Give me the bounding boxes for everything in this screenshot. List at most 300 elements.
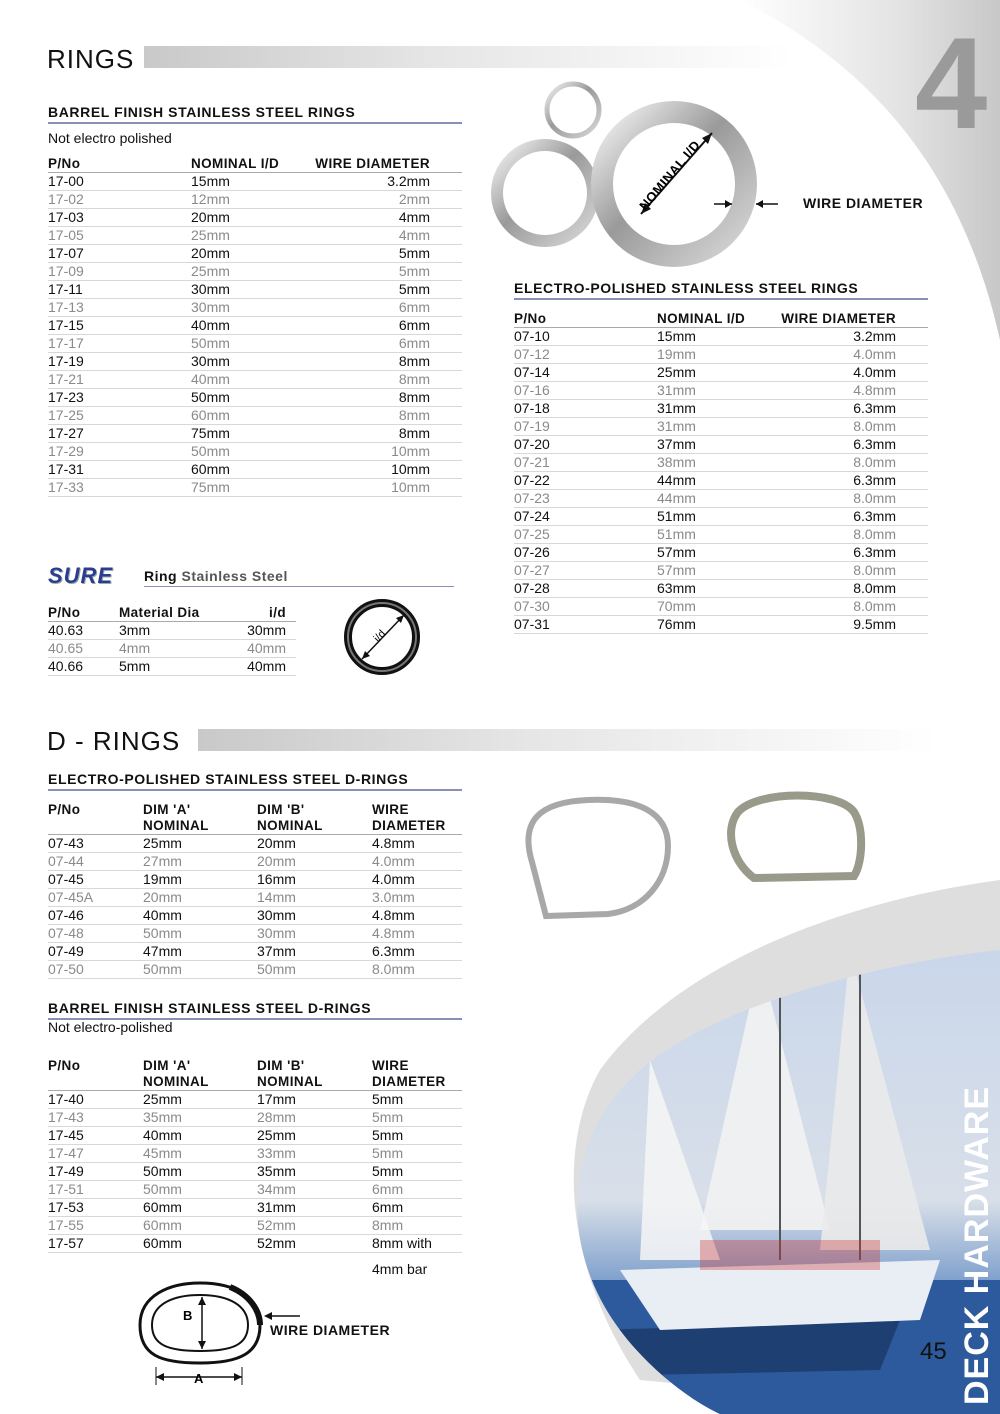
table-cell: 60mm (143, 1235, 257, 1253)
table-cell: 07-48 (48, 925, 143, 943)
table-cell: 57mm (657, 562, 767, 580)
table-row (48, 943, 462, 961)
large-ring-image (602, 112, 746, 256)
table-cell: 17-29 (48, 443, 191, 461)
col-header (48, 1058, 143, 1091)
table-cell: 4.0mm (372, 871, 462, 889)
table-cell: 6.3mm (767, 400, 928, 418)
table-header-row (48, 156, 462, 173)
medium-ring-image (497, 145, 593, 241)
table-cell: 25mm (657, 364, 767, 382)
table-row (514, 418, 928, 436)
col-header-line: DIM 'A' (143, 1058, 191, 1073)
table-cell: 8mm (301, 371, 462, 389)
table-cell: 8.0mm (767, 580, 928, 598)
table-cell: 17-21 (48, 371, 191, 389)
col-header (257, 802, 372, 835)
col-header: WIRE DIAMETER (301, 156, 462, 173)
table-cell: 10mm (301, 443, 462, 461)
table-row (514, 544, 928, 562)
table-row (514, 436, 928, 454)
table-cell: 07-28 (514, 580, 657, 598)
table-cell: 17mm (257, 1091, 372, 1109)
table-cell: 17-25 (48, 407, 191, 425)
table-row (514, 526, 928, 544)
table-cell: 4.8mm (767, 382, 928, 400)
table-row (48, 461, 462, 479)
table-cell: 20mm (143, 889, 257, 907)
table-row (48, 209, 462, 227)
table-cell: 6mm (301, 317, 462, 335)
table-cell: 51mm (657, 508, 767, 526)
dim-a-label: A (194, 1371, 204, 1385)
table-row (48, 1181, 462, 1199)
table-row (48, 335, 462, 353)
table-cell: 44mm (657, 472, 767, 490)
table-row (48, 227, 462, 245)
table-cell: 75mm (191, 479, 301, 497)
table-row (48, 622, 296, 640)
table-row (48, 1163, 462, 1181)
table-row (48, 299, 462, 317)
table-cell: 07-43 (48, 835, 143, 853)
table-cell: 17-31 (48, 461, 191, 479)
table-cell: 17-33 (48, 479, 191, 497)
table-cell: 07-19 (514, 418, 657, 436)
table-cell: 07-25 (514, 526, 657, 544)
table-cell: 4.8mm (372, 907, 462, 925)
large-dring-image (528, 800, 668, 916)
table-cell: 44mm (657, 490, 767, 508)
barrel-drings-title: BARREL FINISH STAINLESS STEEL D-RINGS (48, 1000, 462, 1020)
table-cell: 17-55 (48, 1217, 143, 1235)
table-cell: 6mm (301, 299, 462, 317)
table-cell: 4mm (301, 209, 462, 227)
table-cell: 8.0mm (372, 961, 462, 979)
table-cell: 40.66 (48, 658, 119, 676)
table-cell: 17-47 (48, 1145, 143, 1163)
col-header-line: DIAMETER (372, 818, 446, 833)
table-cell: 17-19 (48, 353, 191, 371)
wire-arrow-icon (262, 1309, 302, 1323)
table-cell: 30mm (191, 353, 301, 371)
table-cell: 40.63 (48, 622, 119, 640)
table-cell: 20mm (191, 245, 301, 263)
table-cell: 6mm (372, 1199, 462, 1217)
col-header-line: P/No (48, 1058, 81, 1073)
table-cell: 5mm (119, 658, 229, 676)
table-cell: 3.2mm (767, 328, 928, 346)
table-cell: 07-44 (48, 853, 143, 871)
table-cell: 17-51 (48, 1181, 143, 1199)
table-cell: 25mm (143, 835, 257, 853)
col-header-line (48, 818, 143, 834)
table-cell: 17-07 (48, 245, 191, 263)
table-cell: 14mm (257, 889, 372, 907)
col-header-line: NOMINAL (143, 1074, 209, 1089)
table-cell: 17-05 (48, 227, 191, 245)
col-header-line: DIAMETER (372, 1074, 446, 1089)
section-title-rings: RINGS (47, 44, 135, 74)
table-header-row (514, 311, 928, 328)
sure-ring-title-a: Ring (144, 568, 178, 584)
table-cell: 8mm (372, 1217, 462, 1235)
table-row (48, 961, 462, 979)
table-cell: 8.0mm (767, 526, 928, 544)
table-cell: 20mm (257, 835, 372, 853)
table-cell: 34mm (257, 1181, 372, 1199)
col-header (143, 1058, 257, 1091)
barrel-rings-title: BARREL FINISH STAINLESS STEEL RINGS (48, 104, 462, 124)
table-cell: 40mm (229, 640, 296, 658)
table-row (514, 364, 928, 382)
page-number: 45 (920, 1338, 947, 1365)
col-header: P/No (48, 605, 119, 622)
table-cell: 12mm (191, 191, 301, 209)
table-cell: 50mm (191, 443, 301, 461)
table-cell: 60mm (143, 1217, 257, 1235)
table-cell: 5mm (372, 1163, 462, 1181)
table-cell: 60mm (191, 407, 301, 425)
nominal-id-label: NOMINAL I/D (636, 137, 704, 213)
table-cell: 07-21 (514, 454, 657, 472)
table-row (514, 616, 928, 634)
table-cell: 07-24 (514, 508, 657, 526)
table-cell: 50mm (143, 1163, 257, 1181)
col-header: NOMINAL I/D (657, 311, 767, 328)
side-label: DECK HARDWARE (958, 1086, 996, 1405)
sure-brand-logo: SURE (48, 563, 114, 588)
table-cell: 31mm (657, 382, 767, 400)
table-cell: 30mm (191, 299, 301, 317)
sure-ring-diagram (340, 597, 426, 677)
table-row (48, 853, 462, 871)
col-header: i/d (229, 605, 296, 622)
table-cell: 8mm (301, 425, 462, 443)
table-cell: 17-09 (48, 263, 191, 281)
col-header (372, 802, 462, 835)
table-cell: 40mm (229, 658, 296, 676)
table-cell: 8.0mm (767, 454, 928, 472)
table-row (48, 658, 296, 676)
table-cell: 31mm (657, 400, 767, 418)
col-header-line: NOMINAL (257, 1074, 323, 1089)
table-row (48, 425, 462, 443)
table-cell: 5mm (301, 281, 462, 299)
table-cell: 07-12 (514, 346, 657, 364)
col-header: WIRE DIAMETER (767, 311, 928, 328)
table-cell: 17-43 (48, 1109, 143, 1127)
table-row (514, 562, 928, 580)
table-cell: 5mm (372, 1091, 462, 1109)
table-cell: 15mm (191, 173, 301, 191)
sure-ring-title-b: Stainless Steel (181, 568, 288, 584)
table-cell: 17-45 (48, 1127, 143, 1145)
table-row (514, 346, 928, 364)
table-header-row (48, 802, 462, 835)
sure-ring-title (144, 568, 454, 587)
table-cell: 4.0mm (372, 853, 462, 871)
table-cell: 15mm (657, 328, 767, 346)
col-header-line (48, 1074, 143, 1090)
table-cell: 27mm (143, 853, 257, 871)
col-header (48, 802, 143, 835)
dring-diagram (130, 1275, 270, 1385)
electro-drings-table (48, 802, 462, 979)
table-cell: 31mm (657, 418, 767, 436)
table-cell: 07-45A (48, 889, 143, 907)
barrel-drings-table (48, 1058, 462, 1253)
table-cell: 17-00 (48, 173, 191, 191)
table-cell: 6.3mm (767, 544, 928, 562)
table-cell: 25mm (257, 1127, 372, 1145)
table-cell: 07-22 (514, 472, 657, 490)
table-row (48, 871, 462, 889)
table-row (514, 454, 928, 472)
table-cell: 52mm (257, 1235, 372, 1253)
table-row (48, 640, 296, 658)
table-cell: 25mm (191, 263, 301, 281)
table-cell: 37mm (657, 436, 767, 454)
barrel-rings-note: Not electro polished (48, 130, 172, 146)
table-cell: 17-15 (48, 317, 191, 335)
table-cell: 40mm (143, 907, 257, 925)
table-cell: 8.0mm (767, 562, 928, 580)
table-cell: 17-23 (48, 389, 191, 407)
table-cell: 35mm (257, 1163, 372, 1181)
col-header: P/No (514, 311, 657, 328)
table-row (514, 490, 928, 508)
table-cell: 4.0mm (767, 364, 928, 382)
table-cell: 6.3mm (767, 436, 928, 454)
table-cell: 07-30 (514, 598, 657, 616)
table-row (48, 925, 462, 943)
dring-photo (518, 782, 878, 922)
col-header: NOMINAL I/D (191, 156, 301, 173)
table-cell: 16mm (257, 871, 372, 889)
table-cell: 07-46 (48, 907, 143, 925)
table-row (48, 371, 462, 389)
table-row (48, 835, 462, 853)
table-row (48, 443, 462, 461)
table-cell: 8mm with (372, 1235, 462, 1253)
table-row (48, 1235, 462, 1253)
electro-rings-title: ELECTRO-POLISHED STAINLESS STEEL RINGS (514, 280, 928, 300)
dim-b-label: B (183, 1308, 193, 1323)
table-cell: 28mm (257, 1109, 372, 1127)
table-cell: 2mm (301, 191, 462, 209)
table-row (48, 907, 462, 925)
sure-ring-table (48, 605, 296, 676)
table-row (514, 598, 928, 616)
table-cell: 4mm (301, 227, 462, 245)
col-header-line: DIM 'B' (257, 802, 305, 817)
table-cell: 07-18 (514, 400, 657, 418)
small-ring-image (547, 84, 599, 136)
table-cell: 33mm (257, 1145, 372, 1163)
col-header-line: NOMINAL (143, 818, 209, 833)
section-title-drings: D - RINGS (47, 726, 181, 756)
table-cell: 25mm (191, 227, 301, 245)
table-cell: 19mm (143, 871, 257, 889)
table-cell: 5mm (301, 263, 462, 281)
table-row (514, 328, 928, 346)
table-cell: 4mm (119, 640, 229, 658)
table-row (48, 173, 462, 191)
table-cell: 6.3mm (767, 508, 928, 526)
table-cell: 75mm (191, 425, 301, 443)
ring-photo (488, 78, 798, 278)
table-cell: 30mm (257, 925, 372, 943)
col-header-line: WIRE (372, 1058, 409, 1073)
col-header-line: P/No (48, 802, 81, 817)
table-cell: 50mm (191, 389, 301, 407)
table-cell: 8.0mm (767, 490, 928, 508)
electro-rings-table (514, 311, 928, 634)
table-cell: 8mm (301, 407, 462, 425)
table-cell: 07-14 (514, 364, 657, 382)
table-cell: 17-40 (48, 1091, 143, 1109)
table-cell: 50mm (143, 1181, 257, 1199)
table-cell: 37mm (257, 943, 372, 961)
table-row (514, 400, 928, 418)
table-cell: 20mm (257, 853, 372, 871)
table-cell: 8.0mm (767, 598, 928, 616)
table-cell: 17-49 (48, 1163, 143, 1181)
col-header: Material Dia (119, 605, 229, 622)
table-cell: 40mm (191, 371, 301, 389)
table-row (48, 1127, 462, 1145)
table-cell: 40mm (191, 317, 301, 335)
barrel-drings-note: Not electro-polished (48, 1019, 173, 1035)
table-cell: 17-13 (48, 299, 191, 317)
table-cell: 10mm (301, 461, 462, 479)
table-row (48, 1109, 462, 1127)
col-header-line: DIM 'A' (143, 802, 191, 817)
chapter-number: 4 (915, 10, 988, 156)
table-cell: 70mm (657, 598, 767, 616)
table-cell: 6.3mm (372, 943, 462, 961)
col-header-line: NOMINAL (257, 818, 323, 833)
table-row (48, 1199, 462, 1217)
table-cell: 6mm (372, 1181, 462, 1199)
table-cell: 63mm (657, 580, 767, 598)
table-cell: 17-27 (48, 425, 191, 443)
barrel-rings-table (48, 156, 462, 497)
table-row (48, 245, 462, 263)
table-cell: 30mm (191, 281, 301, 299)
table-cell: 50mm (143, 925, 257, 943)
table-cell: 50mm (143, 961, 257, 979)
table-row (48, 479, 462, 497)
section-bar-drings (198, 729, 938, 751)
wire-diameter-label: WIRE DIAMETER (803, 195, 924, 211)
table-cell: 19mm (657, 346, 767, 364)
dring-wire-diameter-label: WIRE DIAMETER (270, 1322, 391, 1338)
table-cell: 35mm (143, 1109, 257, 1127)
table-cell: 8.0mm (767, 418, 928, 436)
table-cell: 07-31 (514, 616, 657, 634)
table-row (514, 508, 928, 526)
barrel-drings-extra-line: 4mm bar (372, 1261, 428, 1277)
table-cell: 50mm (257, 961, 372, 979)
table-cell: 50mm (191, 335, 301, 353)
table-cell: 30mm (257, 907, 372, 925)
table-row (48, 191, 462, 209)
table-row (48, 263, 462, 281)
table-cell: 20mm (191, 209, 301, 227)
section-bar-rings (144, 46, 794, 68)
table-cell: 17-03 (48, 209, 191, 227)
table-cell: 40.65 (48, 640, 119, 658)
table-row (48, 889, 462, 907)
table-cell: 31mm (257, 1199, 372, 1217)
table-cell: 8mm (301, 389, 462, 407)
col-header: P/No (48, 156, 191, 173)
table-cell: 5mm (372, 1127, 462, 1145)
table-header-row (48, 1058, 462, 1091)
table-cell: 45mm (143, 1145, 257, 1163)
table-cell: 4.8mm (372, 925, 462, 943)
table-cell: 07-49 (48, 943, 143, 961)
table-cell: 5mm (372, 1145, 462, 1163)
table-row (48, 1145, 462, 1163)
table-cell: 5mm (372, 1109, 462, 1127)
table-cell: 3.2mm (301, 173, 462, 191)
table-cell: 4.0mm (767, 346, 928, 364)
col-header (372, 1058, 462, 1091)
table-cell: 17-11 (48, 281, 191, 299)
table-cell: 25mm (143, 1091, 257, 1109)
table-cell: 07-26 (514, 544, 657, 562)
table-cell: 9.5mm (767, 616, 928, 634)
table-cell: 07-10 (514, 328, 657, 346)
table-cell: 40mm (143, 1127, 257, 1145)
table-cell: 76mm (657, 616, 767, 634)
table-cell: 07-45 (48, 871, 143, 889)
table-cell: 17-57 (48, 1235, 143, 1253)
table-cell: 52mm (257, 1217, 372, 1235)
table-row (48, 407, 462, 425)
table-row (514, 472, 928, 490)
col-header-line: DIM 'B' (257, 1058, 305, 1073)
table-row (514, 580, 928, 598)
table-cell: 38mm (657, 454, 767, 472)
table-cell: 3.0mm (372, 889, 462, 907)
table-cell: 6.3mm (767, 472, 928, 490)
table-cell: 30mm (229, 622, 296, 640)
table-row (48, 281, 462, 299)
table-row (48, 317, 462, 335)
table-cell: 5mm (301, 245, 462, 263)
sure-diagram-label: i/d (371, 627, 389, 645)
table-row (48, 1091, 462, 1109)
table-header-row (48, 605, 296, 622)
table-row (48, 353, 462, 371)
table-cell: 47mm (143, 943, 257, 961)
table-cell: 51mm (657, 526, 767, 544)
col-header (257, 1058, 372, 1091)
small-dring-image (731, 796, 861, 879)
table-cell: 8mm (301, 353, 462, 371)
col-header (143, 802, 257, 835)
table-cell: 4.8mm (372, 835, 462, 853)
table-row (48, 389, 462, 407)
table-cell: 07-16 (514, 382, 657, 400)
table-cell: 10mm (301, 479, 462, 497)
table-cell: 07-27 (514, 562, 657, 580)
table-cell: 17-53 (48, 1199, 143, 1217)
